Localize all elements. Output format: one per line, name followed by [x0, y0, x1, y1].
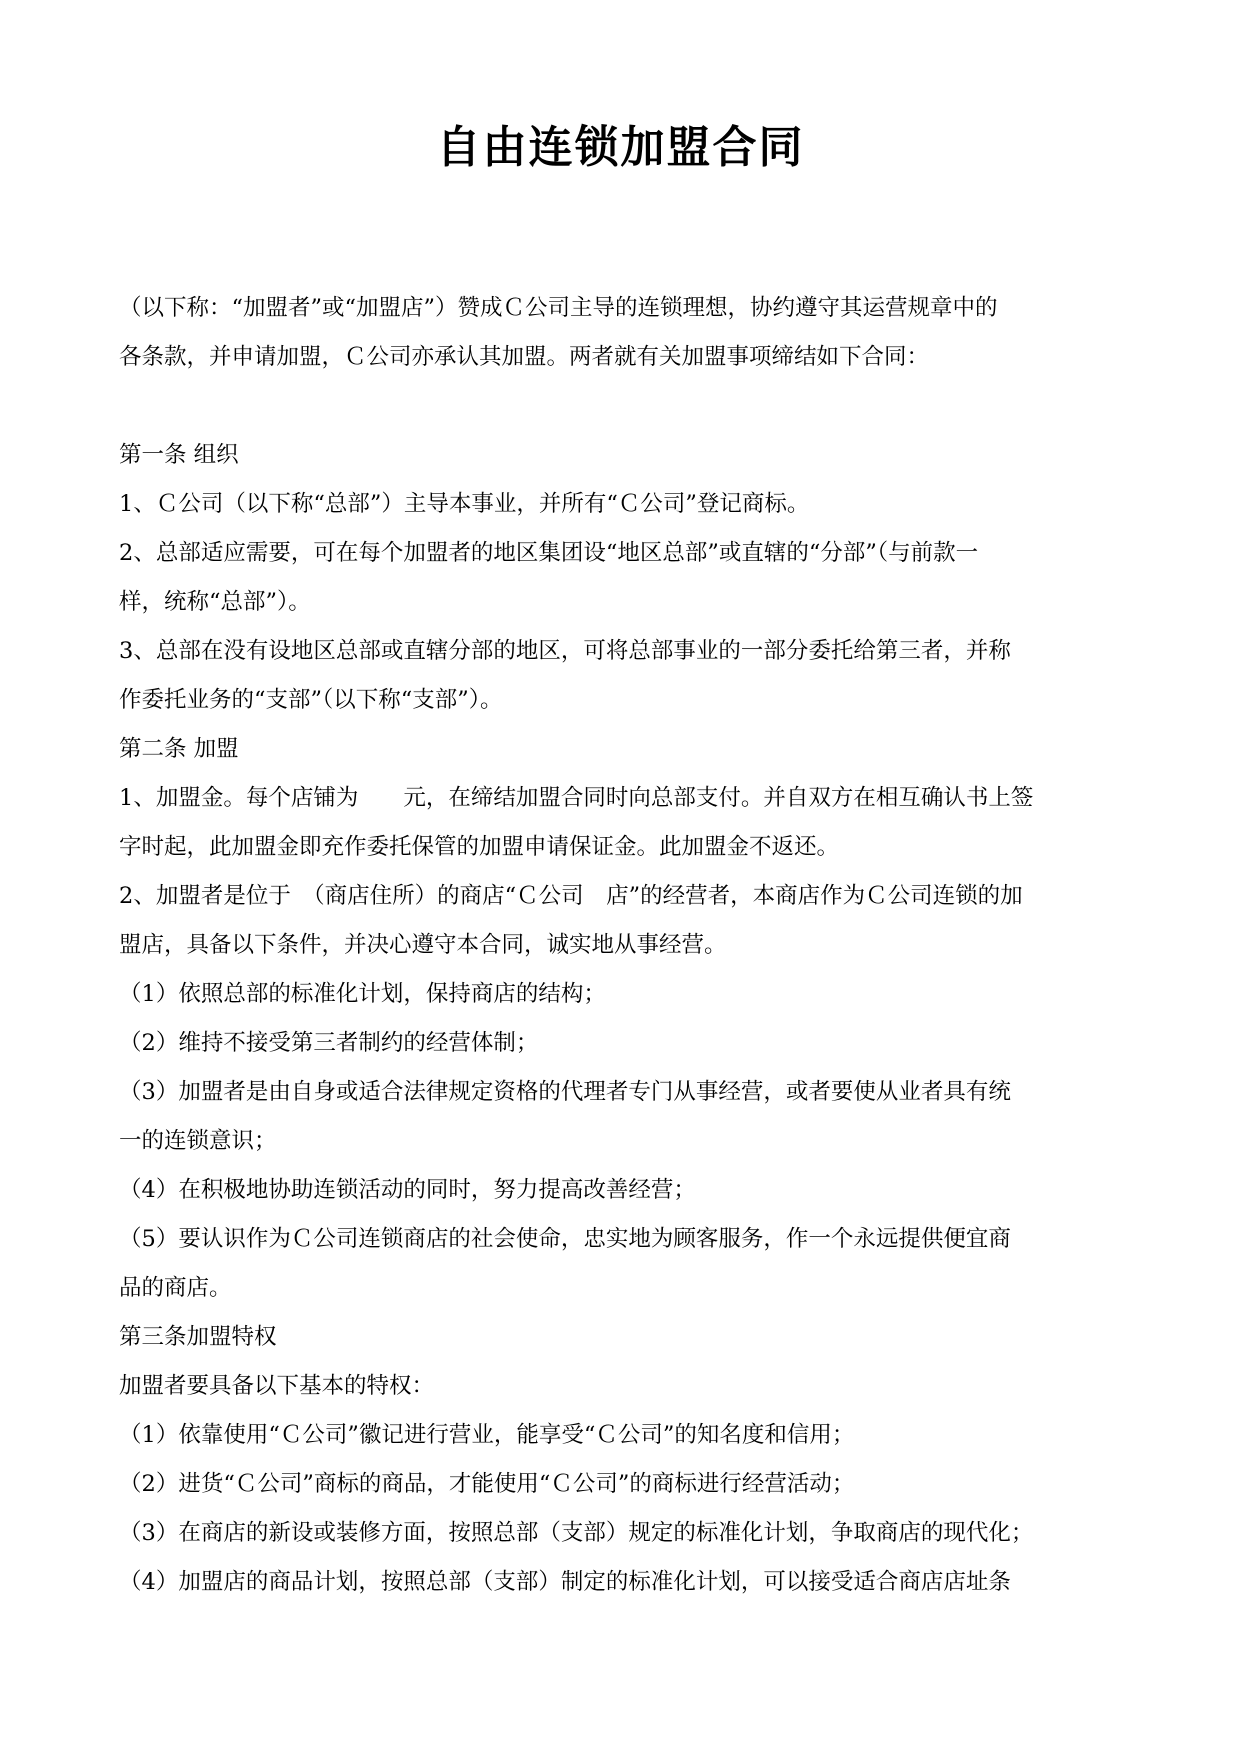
article-2-line: 盟店，具备以下条件，并决心遵守本合同，诚实地从事经营。	[119, 932, 727, 958]
article-1-line: 作委托业务的“支部”（以下称“支部”）。	[119, 687, 503, 713]
article-2-line: （5）要认识作为Ｃ公司连锁商店的社会使命，忠实地为顾客服务，作一个永远提供便宜商	[119, 1226, 1011, 1252]
article-2-line: （3）加盟者是由自身或适合法律规定资格的代理者专门从事经营，或者要使从业者具有统	[119, 1079, 1011, 1105]
article-1-line: 样，统称“总部”）。	[119, 589, 311, 615]
article-1-heading: 第一条 组织	[119, 442, 239, 468]
article-3-line: （1）依靠使用“Ｃ公司”徽记进行营业，能享受“Ｃ公司”的知名度和信用；	[119, 1422, 855, 1448]
paragraph-spacer	[119, 382, 1131, 431]
article-2-line: （2）维持不接受第三者制约的经营体制；	[119, 1030, 539, 1056]
article-1-line: 3、总部在没有设地区总部或直辖分部的地区，可将总部事业的一部分委托给第三者，并称	[119, 638, 1011, 664]
preamble-line: 各条款，并申请加盟，Ｃ公司亦承认其加盟。两者就有关加盟事项缔结如下合同：	[119, 344, 930, 370]
article-3-line: 加盟者要具备以下基本的特权：	[119, 1373, 435, 1399]
article-3-line: （3）在商店的新设或装修方面，按照总部（支部）规定的标准化计划，争取商店的现代化；	[119, 1520, 1034, 1546]
article-1-line: 2、总部适应需要，可在每个加盟者的地区集团设“地区总部”或直辖的“分部”（与前款一	[119, 540, 979, 566]
document-body	[119, 284, 1131, 1607]
article-2-line: （4）在积极地协助连锁活动的同时，努力提高改善经营；	[119, 1177, 696, 1203]
article-2-line: 字时起，此加盟金即充作委托保管的加盟申请保证金。此加盟金不返还。	[119, 834, 840, 860]
article-2-heading: 第二条 加盟	[119, 736, 239, 762]
article-2-line: 2、加盟者是位于 （商店住所）的商店“Ｃ公司 店”的经营者，本商店作为Ｃ公司连锁的加	[119, 883, 1023, 909]
article-2-line: （1）依照总部的标准化计划，保持商店的结构；	[119, 981, 606, 1007]
document-title: 自由连锁加盟合同	[436, 122, 805, 173]
article-2-line: 一的连锁意识；	[119, 1128, 277, 1154]
article-2-line: 品的商店。	[119, 1275, 232, 1301]
article-2-line: 1、加盟金。每个店铺为 元，在缔结加盟合同时向总部支付。并自双方在相互确认书上签	[119, 785, 1034, 811]
article-1-line: 1、Ｃ公司（以下称“总部”）主导本事业，并所有“Ｃ公司”登记商标。	[119, 491, 810, 517]
article-3-line: （4）加盟店的商品计划，按照总部（支部）制定的标准化计划，可以接受适合商店店址条	[119, 1569, 1011, 1595]
article-3-heading: 第三条加盟特权	[119, 1324, 277, 1350]
article-3-line: （2）进货“Ｃ公司”商标的商品，才能使用“Ｃ公司”的商标进行经营活动；	[119, 1471, 855, 1497]
preamble-line: （以下称：“加盟者”或“加盟店”）赞成Ｃ公司主导的连锁理想，协约遵守其运营规章中的	[119, 295, 998, 321]
